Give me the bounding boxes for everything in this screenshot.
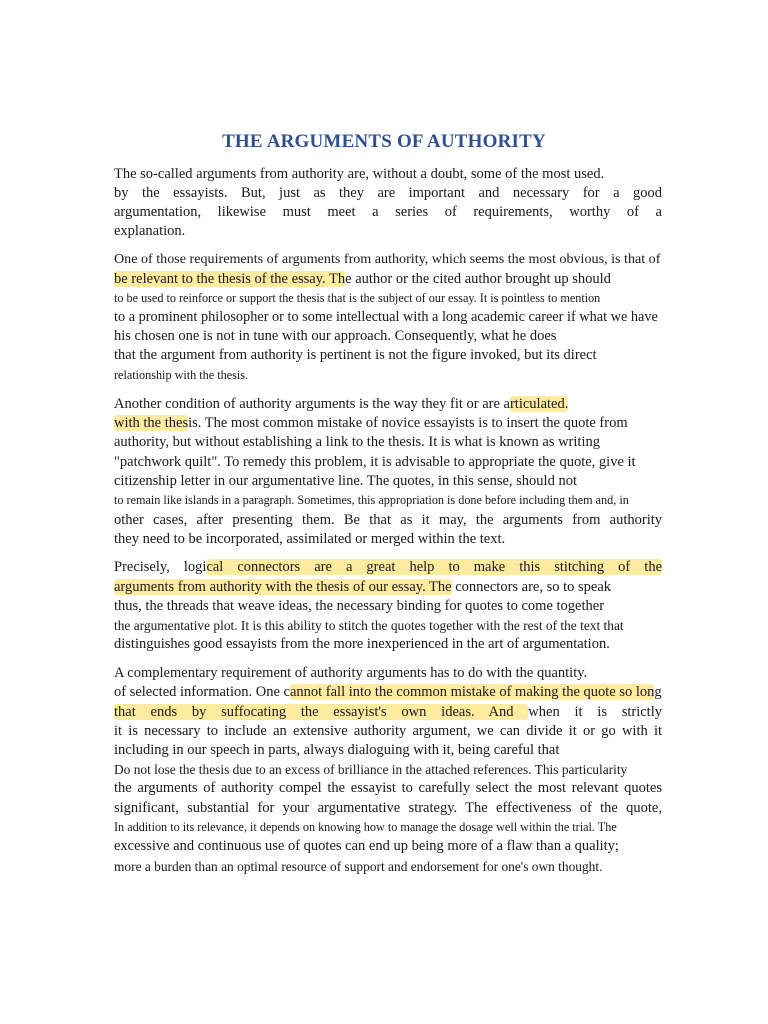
text-line	[114, 799, 662, 818]
text-segment: other cases, after presenting them. Be that as it may, the arguments from authority	[114, 512, 662, 528]
text-segment: when it is strictly	[528, 704, 662, 720]
text-segment: is. The most common mistake of novice essayists is to insert the quote from	[188, 415, 628, 431]
text-segment: significant, substantial for your argumentative strategy. The effectiveness of the quote,	[114, 800, 662, 816]
text-line	[114, 491, 662, 510]
text-line	[114, 530, 662, 549]
text-segment: authority, but without establishing a link to the thesis. It is what is known as writing	[114, 434, 600, 450]
text-segment: thus, the threads that weave ideas, the necessary binding for quotes to come together	[114, 598, 605, 614]
text-segment: his chosen one is not in tune with our approach. Consequently, what he does	[114, 328, 557, 344]
text-segment: In addition to its relevance, it depends on knowing how to manage the dosage well within the trial. The	[114, 820, 617, 834]
text-line	[114, 857, 662, 876]
text-line	[114, 222, 662, 241]
text-segment: Do not lose the thesis due to an excess of brilliance in the attached references. This particularity	[114, 762, 628, 777]
text-segment: more a burden than an optimal resource of support and endorsement for one's own thought.	[114, 859, 603, 874]
text-line	[114, 818, 662, 837]
text-line	[114, 414, 662, 433]
text-line	[114, 433, 662, 452]
text-segment: g	[654, 684, 662, 700]
text-segment: "patchwork quilt". To remedy this problem, it is advisable to appropriate the quote, give it	[114, 454, 636, 470]
text-line	[114, 635, 662, 654]
text-line	[114, 395, 662, 414]
highlighted-text: annot fall into the common mistake of making the quote so lon	[289, 684, 655, 700]
text-line	[114, 308, 662, 327]
page-title: THE ARGUMENTS OF AUTHORITY	[222, 131, 546, 152]
text-segment: explanation.	[114, 223, 186, 239]
text-segment: A complementary requirement of authority arguments has to do with the quantity.	[114, 665, 588, 681]
text-segment: relationship with the thesis.	[114, 368, 249, 382]
text-segment: including in our speech in parts, always dialoguing with it, being careful that	[114, 742, 560, 758]
text-line	[114, 597, 662, 616]
text-segment: by the essayists. But, just as they are important and necessary for a good	[114, 185, 662, 201]
text-line	[114, 760, 662, 779]
highlighted-text: that ends by suffocating the essayist's own ideas. And	[114, 704, 529, 720]
text-segment: e author or the cited author brought up should	[345, 271, 611, 287]
text-segment: distinguishes good essayists from the more inexperienced in the art of argumentation.	[114, 636, 610, 652]
text-segment: citizenship letter in our argumentative line. The quotes, in this sense, should not	[114, 473, 577, 489]
highlighted-text: cal connectors are a great help to make this stitching of the	[206, 559, 663, 575]
highlighted-text: with the thes	[114, 415, 189, 431]
text-segment: to be used to reinforce or support the thesis that is the subject of our essay. It is pointless to mention	[114, 291, 601, 305]
text-line	[114, 779, 662, 798]
text-line	[114, 270, 662, 289]
text-line	[114, 346, 662, 365]
text-segment: that the argument from authority is pertinent is not the figure invoked, but its direct	[114, 347, 597, 363]
text-line	[114, 578, 662, 597]
text-line	[114, 703, 662, 722]
text-line	[114, 558, 662, 577]
highlighted-text: arguments from authority with the thesis of our essay. The	[114, 579, 452, 595]
text-line	[114, 837, 662, 856]
text-segment: to remain like islands in a paragraph. Sometimes, this appropriation is done before including them and, in	[114, 493, 629, 507]
text-segment: of selected information. One c	[114, 684, 290, 700]
text-line	[114, 184, 662, 203]
text-line	[114, 327, 662, 346]
text-segment: they need to be incorporated, assimilated or merged within the text.	[114, 531, 506, 547]
text-line	[114, 453, 662, 472]
text-segment: Another condition of authority arguments is the way they fit or are a	[114, 396, 510, 412]
text-segment: Precisely, logi	[114, 559, 207, 575]
text-line	[114, 203, 662, 222]
text-line	[114, 741, 662, 760]
text-line	[114, 289, 662, 308]
text-line	[114, 683, 662, 702]
text-line	[114, 250, 662, 269]
text-segment: argumentation, likewise must meet a series of requirements, worthy of a	[114, 204, 662, 220]
text-segment: to a prominent philosopher or to some intellectual with a long academic career if what we have	[114, 309, 658, 325]
text-line	[114, 722, 662, 741]
text-line	[114, 511, 662, 530]
text-segment: connectors are, so to speak	[451, 579, 612, 595]
text-segment: it is necessary to include an extensive authority argument, we can divide it or go with it	[114, 723, 662, 739]
text-line	[114, 165, 662, 184]
text-line	[114, 664, 662, 683]
text-segment: The so-called arguments from authority are, without a doubt, some of the most used.	[114, 166, 605, 182]
highlighted-text: rticulated.	[509, 396, 569, 412]
text-line	[114, 472, 662, 491]
text-segment: excessive and continuous use of quotes can end up being more of a flaw than a quality;	[114, 838, 619, 854]
text-line	[114, 366, 662, 385]
text-segment: the argumentative plot. It is this ability to stitch the quotes together with the rest of the text that	[114, 618, 624, 633]
text-line	[114, 616, 662, 635]
text-segment: One of those requirements of arguments from authority, which seems the most obvious, is that of	[114, 251, 661, 267]
text-segment: the arguments of authority compel the essayist to carefully select the most relevant quotes	[114, 780, 662, 796]
highlighted-text: be relevant to the thesis of the essay. Th	[114, 271, 346, 287]
